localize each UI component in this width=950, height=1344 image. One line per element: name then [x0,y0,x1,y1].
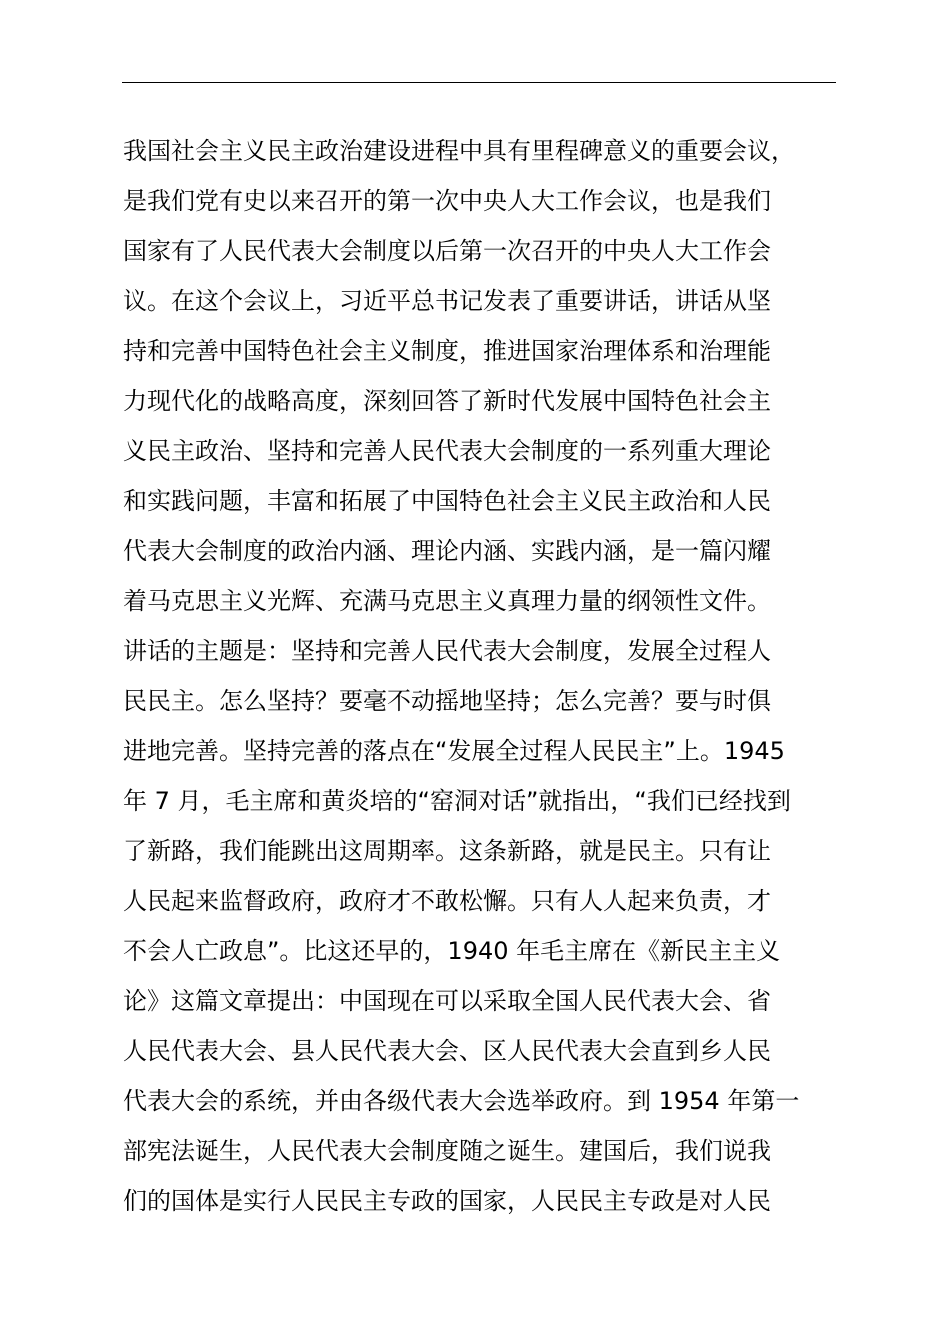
document-body [123,126,883,1226]
text-line: 和实践问题，丰富和拓展了中国特色社会主义民主政治和人民 [123,487,771,515]
text-line: 持和完善中国特色社会主义制度，推进国家治理体系和治理能 [123,337,771,365]
text-line: 义民主政治、坚持和完善人民代表大会制度的一系列重大理论 [123,437,771,465]
text-line: 国家有了人民代表大会制度以后第一次召开的中央人大工作会 [123,237,771,265]
text-line: 们的国体是实行人民民主专政的国家，人民民主专政是对人民 [123,1187,771,1215]
text-line: 论》这篇文章提出：中国现在可以采取全国人民代表大会、省 [123,987,771,1015]
header-rule [122,82,836,83]
text-line: 着马克思主义光辉、充满马克思主义真理力量的纲领性文件。 [123,587,771,615]
text-line: 代表大会的系统，并由各级代表大会选举政府。到 1954 年第一 [123,1087,800,1115]
text-line: 年 7 月，毛主席和黄炎培的“窑洞对话”就指出，“我们已经找到 [123,787,791,815]
text-line: 人民代表大会、县人民代表大会、区人民代表大会直到乡人民 [123,1037,771,1065]
text-line: 了新路，我们能跳出这周期率。这条新路，就是民主。只有让 [123,837,771,865]
text-line: 代表大会制度的政治内涵、理论内涵、实践内涵，是一篇闪耀 [123,537,771,565]
text-line: 进地完善。坚持完善的落点在“发展全过程人民民主”上。1945 [123,737,785,765]
text-line: 力现代化的战略高度，深刻回答了新时代发展中国特色社会主 [123,387,771,415]
text-line: 不会人亡政息”。比这还早的，1940 年毛主席在《新民主主义 [123,937,781,965]
text-line: 是我们党有史以来召开的第一次中央人大工作会议，也是我们 [123,187,771,215]
text-line: 部宪法诞生，人民代表大会制度随之诞生。建国后，我们说我 [123,1137,771,1165]
text-line: 民民主。怎么坚持？要毫不动摇地坚持；怎么完善？要与时俱 [123,687,771,715]
text-line: 议。在这个会议上，习近平总书记发表了重要讲话，讲话从坚 [123,287,771,315]
text-line: 讲话的主题是：坚持和完善人民代表大会制度，发展全过程人 [123,637,771,665]
text-line: 人民起来监督政府，政府才不敢松懈。只有人人起来负责，才 [123,887,771,915]
text-line: 我国社会主义民主政治建设进程中具有里程碑意义的重要会议， [123,137,795,165]
